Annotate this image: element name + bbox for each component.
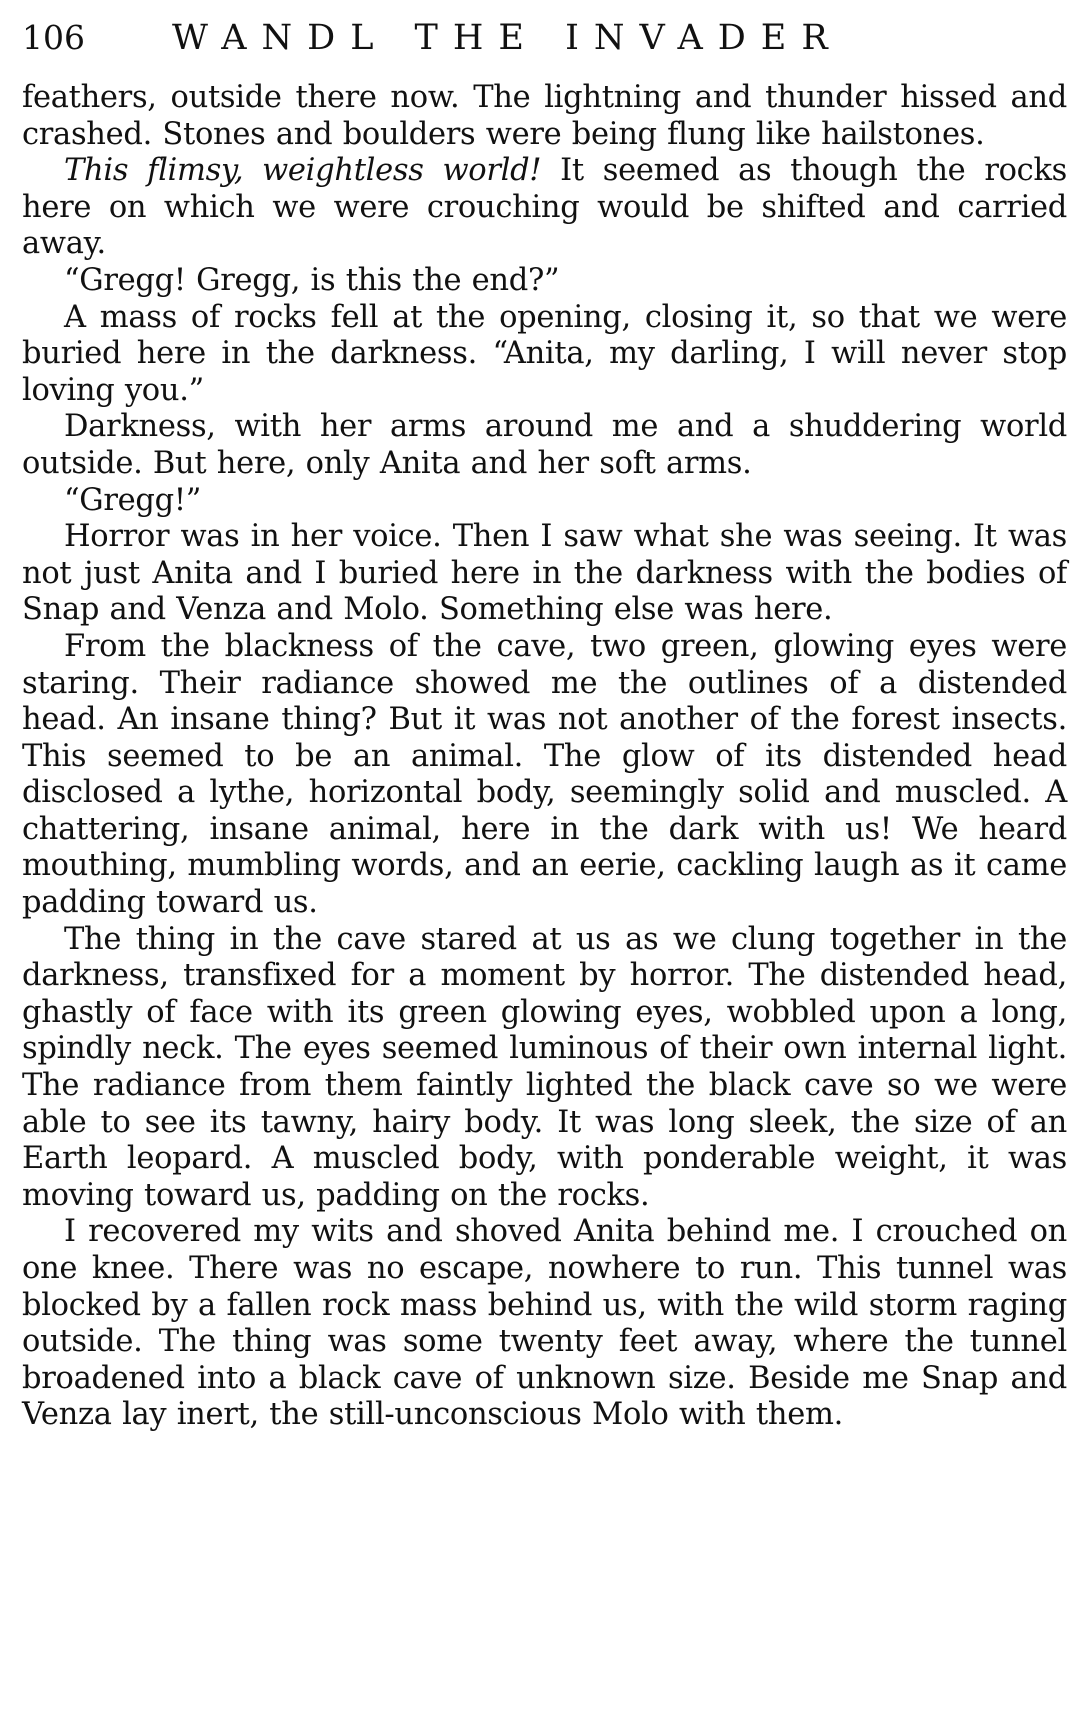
paragraph xyxy=(22,922,1067,1215)
paragraph-text: The thing in the cave stared at us as we clung together in the darkness, transfixed for a moment by horror. The distended head, ghastly of face with its green glowing eyes, wobbled upon a long, spindly neck. The eyes seemed luminous of their own internal light. The radiance from them faintly lighted the black cave so we were able to see its tawny, hairy body. It was long sleek, the size of an Earth leopard. A muscled body, with ponderable weight, it was moving toward us, padding on the rocks. xyxy=(22,921,1067,1213)
paragraph-text: From the blackness of the cave, two green, glowing eyes were staring. Their radiance showed me the outlines of a distended head. An insane thing? But it was not another of the forest insects. This seemed to be an animal. The glow of its distended head disclosed a lythe, horizontal body, seemingly solid and muscled. A chattering, insane animal, here in the dark with us! We heard mouthing, mumbling words, and an eerie, cackling laugh as it came padding toward us. xyxy=(22,628,1067,921)
paragraph xyxy=(22,409,1067,482)
paragraph xyxy=(22,629,1067,922)
paragraph-text: Horror was in her voice. Then I saw what she was seeing. It was not just Anita and I buried here in the darkness with the bodies of Snap and Venza and Molo. Something else was here. xyxy=(22,519,1067,628)
book-title: WANDL THE INVADER xyxy=(172,18,843,58)
paragraph-text: I recovered my wits and shoved Anita behind me. I crouched on one knee. There was no escape, nowhere to run. This tunnel was blocked by a fallen rock mass behind us, with the wild storm raging outside. The thing was some twenty feet away, where the tunnel broadened into a black cave of unknown size. Beside me Snap and Venza lay inert, the still-unconscious Molo with them. xyxy=(22,1214,1067,1433)
paragraph xyxy=(22,80,1067,153)
paragraph xyxy=(22,263,1067,300)
paragraph xyxy=(22,519,1067,629)
paragraph-text: A mass of rocks fell at the opening, closing it, so that we were buried here in the darkness. “Anita, my darling, I will never stop loving you.” xyxy=(22,299,1067,408)
running-head xyxy=(22,18,1067,80)
paragraph xyxy=(22,300,1067,410)
paragraph xyxy=(22,1214,1067,1434)
paragraph-text: feathers, outside there now. The lightning and thunder hissed and crashed. Stones and boulders were being flung like hailstones. xyxy=(22,80,1067,152)
paragraph-italic-text: This flimsy, weightless world! xyxy=(64,153,542,189)
page-number: 106 xyxy=(22,18,85,57)
paragraph-text: Darkness, with her arms around me and a shuddering world outside. But here, only Anita and her soft arms. xyxy=(22,409,1067,481)
paragraph-text: “Gregg! Gregg, is this the end?” xyxy=(64,262,560,298)
paragraph-text: “Gregg!” xyxy=(64,482,202,518)
paragraph-text: It seemed as though the rocks here on which we were crouching would be shifted and carried away. xyxy=(22,153,1067,262)
body-text xyxy=(22,80,1067,1434)
paragraph xyxy=(22,483,1067,520)
paragraph xyxy=(22,153,1067,263)
